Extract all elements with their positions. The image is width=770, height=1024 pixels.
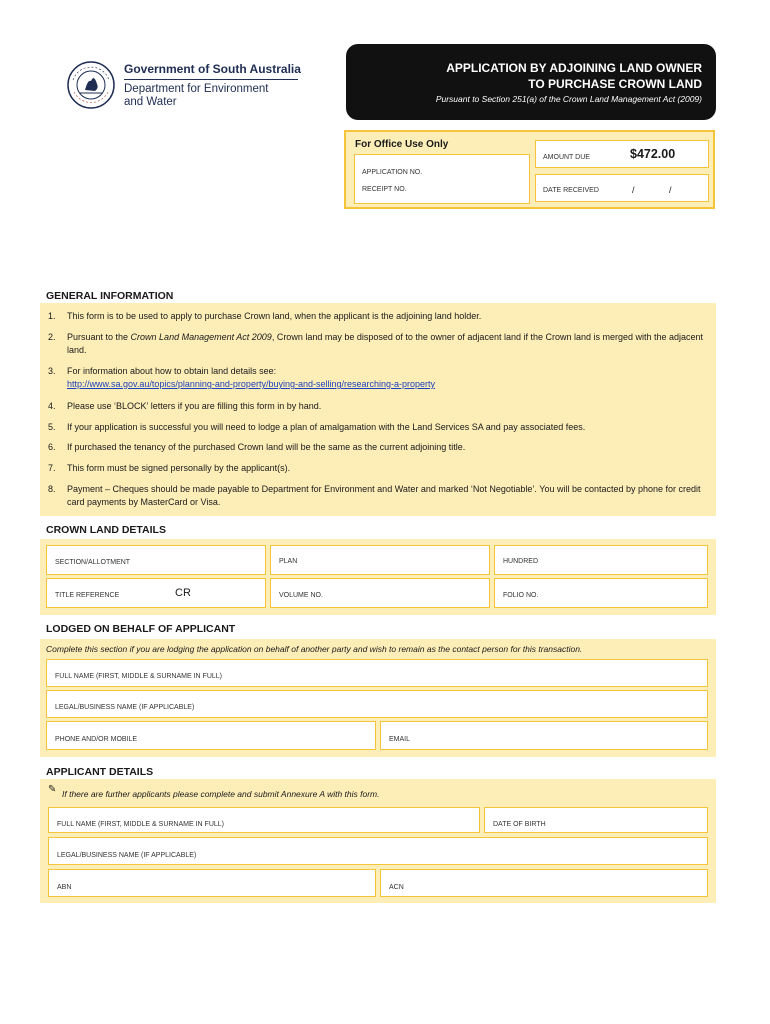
title-reference-field[interactable]: TITLE REFERENCE CR [46, 578, 266, 608]
lodged-legal-name-field[interactable]: LEGAL/BUSINESS NAME (IF APPLICABLE) [46, 690, 708, 718]
government-name: Government of South Australia [124, 62, 301, 76]
lodged-panel [40, 639, 716, 757]
date-separator: / [632, 185, 635, 195]
office-use-title: For Office Use Only [355, 139, 449, 150]
state-crest-icon [66, 60, 116, 110]
logo-divider [124, 79, 298, 80]
folio-no-field[interactable]: FOLIO NO. [494, 578, 708, 608]
applicant-panel [40, 779, 716, 903]
applicant-note: If there are further applicants please complete and submit Annexure A with this form. [62, 789, 380, 799]
info-item: 4. Please use ‘BLOCK’ letters if you are filling this form in by hand. [48, 401, 322, 411]
land-details-link[interactable]: http://www.sa.gov.au/topics/planning-and-property/buying-and-selling/researching-a-property [67, 379, 436, 389]
act-name: Crown Land Management Act 2009 [130, 332, 272, 342]
info-item: 6. If purchased the tenancy of the purchased Crown land will be the same as the current adjoining title. [48, 442, 466, 452]
volume-no-field[interactable]: VOLUME NO. [270, 578, 490, 608]
form-title-line2: TO PURCHASE CROWN LAND [528, 77, 702, 91]
title-prefix: CR [175, 587, 191, 599]
application-no-label: APPLICATION NO. [362, 169, 423, 176]
info-item: 1. This form is to be used to apply to purchase Crown land, when the applicant is the adjoining land holder. [48, 311, 482, 321]
amount-due-label: AMOUNT DUE [543, 154, 590, 161]
amount-due-field [535, 140, 709, 168]
applicant-abn-field[interactable]: ABN [48, 869, 376, 897]
lodged-phone-field[interactable]: PHONE AND/OR MOBILE [46, 721, 376, 750]
department-logo [66, 58, 306, 112]
date-separator: / [669, 185, 672, 195]
info-item: 5. If your application is successful you will need to lodge a plan of amalgamation with the Land Services SA and pay associated fees. [48, 422, 586, 432]
form-title-box [346, 44, 716, 120]
general-information-heading: GENERAL INFORMATION [46, 290, 174, 302]
info-item: 7. This form must be signed personally by the applicant(s). [48, 463, 291, 473]
plan-field[interactable]: PLAN [270, 545, 490, 575]
section-allotment-field[interactable]: SECTION/ALLOTMENT [46, 545, 266, 575]
crown-land-panel [40, 539, 716, 615]
department-name: Department for Environment and Water [124, 83, 269, 108]
pen-icon: ✎ [48, 784, 57, 795]
form-subtitle: Pursuant to Section 251(a) of the Crown Land Management Act (2009) [435, 94, 702, 104]
applicant-acn-field[interactable]: ACN [380, 869, 708, 897]
info-item: 8. Payment – Cheques should be made payable to Department for Environment and Water and marked ‘Not Negotiable’. You will be contacted by phone for credit card payments by MasterCard or Visa. [48, 484, 701, 507]
form-title-line1: APPLICATION BY ADJOINING LAND OWNER [446, 61, 702, 75]
applicant-dob-field[interactable]: DATE OF BIRTH [484, 807, 708, 833]
crown-land-heading: CROWN LAND DETAILS [46, 524, 166, 536]
info-item: 2. Pursuant to the Crown Land Management Act 2009, Crown land may be disposed of to the owner of adjacent land if the Crown land is merged with the adjacent land. [48, 332, 704, 355]
applicant-heading: APPLICANT DETAILS [46, 766, 154, 778]
date-received-label: DATE RECEIVED [543, 187, 599, 194]
applicant-full-name-field[interactable]: FULL NAME (FIRST, MIDDLE & SURNAME IN FULL) [48, 807, 480, 833]
lodged-heading: LODGED ON BEHALF OF APPLICANT [46, 623, 236, 635]
info-item: 3. For information about how to obtain land details see: http://www.sa.gov.au/topics/planning-and-property/buying-and-selling/researching-a-property [48, 365, 708, 391]
office-use-box [344, 130, 715, 209]
date-received-field [535, 174, 709, 202]
applicant-legal-name-field[interactable]: LEGAL/BUSINESS NAME (IF APPLICABLE) [48, 837, 708, 865]
general-information-panel [40, 303, 716, 516]
lodged-email-field[interactable]: EMAIL [380, 721, 708, 750]
lodged-full-name-field[interactable]: FULL NAME (FIRST, MIDDLE & SURNAME IN FULL) [46, 659, 708, 687]
hundred-field[interactable]: HUNDRED [494, 545, 708, 575]
lodged-note: Complete this section if you are lodging the application on behalf of another party and wish to remain as the contact person for this transaction. [46, 644, 583, 654]
receipt-no-label: RECEIPT NO. [362, 186, 407, 193]
office-application-fields [354, 154, 530, 204]
amount-due-value: $472.00 [630, 147, 676, 161]
